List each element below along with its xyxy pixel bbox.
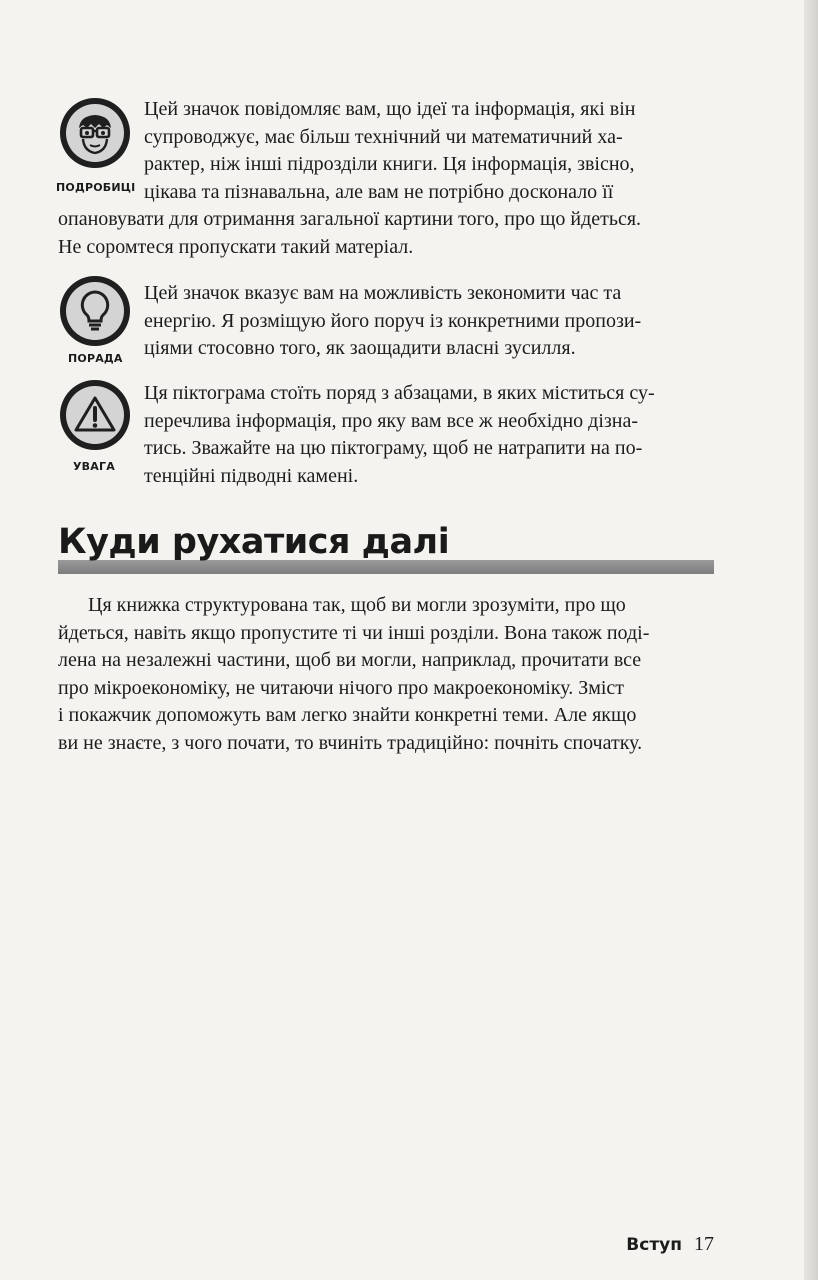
text-line: цікава та пізнавальна, але вам не потрібно досконало її [144, 180, 614, 203]
technical-stuff-label: ПОДРОБИЦІ [56, 181, 136, 194]
page-number: 17 [694, 1233, 714, 1255]
tip-icon [60, 276, 130, 346]
text-line: Не соромтеся пропускати такий матеріал. [58, 235, 414, 258]
text-line: про мікроекономіку, не читаючи нічого про макроекономіку. Зміст [58, 676, 625, 699]
text-line: тенційні підводні камені. [144, 464, 359, 487]
text-line: Цей значок вказує вам на можливість зекономити час та [144, 282, 622, 304]
text-line: рактер, ніж інші підрозділи книги. Ця інформація, звісно, [144, 153, 635, 175]
page-footer [626, 1233, 714, 1256]
tip-paragraph [144, 280, 716, 363]
technical-stuff-paragraph-wrap [58, 206, 716, 261]
text-line: тись. Зважайте на цю піктограму, щоб не натрапити на по- [144, 437, 643, 459]
text-line: Ця піктограма стоїть поряд з абзацами, в яких міститься су- [144, 382, 655, 404]
text-line: Цей значок повідомляє вам, що ідеї та інформація, які він [144, 98, 636, 120]
technical-stuff-paragraph-first [144, 96, 716, 206]
text-line: енергію. Я розміщую його поруч із конкретними пропози- [144, 309, 642, 332]
section-paragraph [58, 592, 716, 757]
text-line: ціями стосовно того, як заощадити власні зусилля. [144, 337, 576, 359]
section-heading: Куди рухатися далі [58, 522, 450, 562]
warning-label: УВАГА [73, 460, 115, 473]
heading-underline-bar [58, 560, 714, 574]
text-line: Ця книжка структурована так, щоб ви могли зрозуміти, про що [88, 594, 626, 616]
text-line: супроводжує, має більш технічний чи математичний ха- [144, 125, 623, 148]
page-edge [804, 0, 818, 1280]
tip-label: ПОРАДА [68, 352, 123, 365]
technical-stuff-icon [60, 98, 130, 168]
warning-icon [60, 380, 130, 450]
text-line: йдеться, навіть якщо пропустите ті чи інші розділи. Вона також поді- [58, 621, 650, 644]
text-line: і покажчик допоможуть вам легко знайти конкретні теми. Але якщо [58, 704, 637, 726]
footer-section-name: Вступ [626, 1235, 682, 1255]
text-line: лена на незалежні частини, щоб ви могли, наприклад, прочитати все [58, 649, 642, 671]
warning-paragraph [144, 380, 716, 490]
text-line: опановувати для отримання загальної картини того, про що йдеться. [58, 208, 642, 230]
text-line: ви не знаєте, з чого почати, то вчиніть традиційно: почніть спочатку. [58, 731, 643, 754]
text-line: перечлива інформація, про яку вам все ж необхідно дізна- [144, 409, 639, 432]
